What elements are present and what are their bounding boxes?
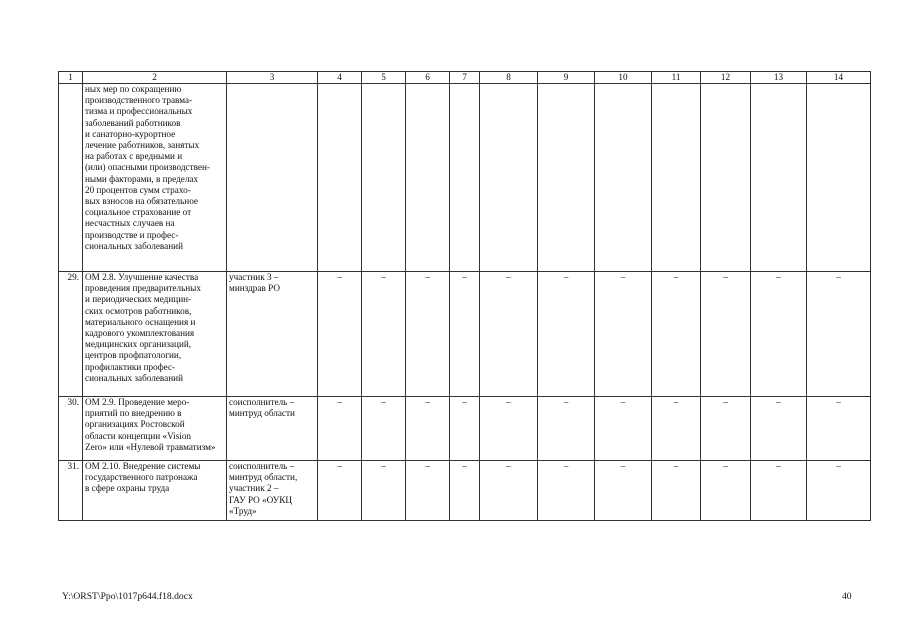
header-cell: 1: [59, 72, 83, 84]
header-cell: 12: [701, 72, 751, 84]
header-cell: 8: [480, 72, 538, 84]
value-cell: –: [362, 272, 406, 397]
value-cell: –: [450, 461, 480, 521]
measure-text-cell: [83, 84, 227, 272]
executor-cell: [227, 272, 318, 397]
value-cell: [701, 84, 751, 272]
value-cell: –: [406, 397, 450, 461]
value-cell: –: [751, 397, 807, 461]
program-measures-table: [58, 71, 871, 521]
value-cell: [318, 84, 362, 272]
value-cell: –: [538, 272, 595, 397]
header-cell: 6: [406, 72, 450, 84]
executor-cell: [227, 397, 318, 461]
header-cell: 11: [652, 72, 701, 84]
header-cell: 5: [362, 72, 406, 84]
header-cell: 13: [751, 72, 807, 84]
value-cell: –: [318, 397, 362, 461]
row-number: 30.: [59, 397, 83, 461]
value-cell: –: [807, 272, 871, 397]
executor-cell: [227, 84, 318, 272]
value-cell: –: [450, 397, 480, 461]
header-cell: 10: [595, 72, 652, 84]
value-cell: [538, 84, 595, 272]
row-number: 29.: [59, 272, 83, 397]
value-cell: –: [701, 461, 751, 521]
header-cell: 3: [227, 72, 318, 84]
value-cell: [362, 84, 406, 272]
page-number: 40: [842, 591, 852, 602]
value-cell: –: [807, 397, 871, 461]
measure-text-cell: [83, 397, 227, 461]
document-table-wrapper: [58, 71, 870, 521]
value-cell: –: [450, 272, 480, 397]
value-cell: –: [751, 272, 807, 397]
value-cell: –: [652, 272, 701, 397]
header-row: [59, 72, 871, 84]
executor-cell: [227, 461, 318, 521]
value-cell: [652, 84, 701, 272]
value-cell: –: [595, 397, 652, 461]
value-cell: –: [362, 397, 406, 461]
value-cell: [807, 84, 871, 272]
value-cell: –: [595, 461, 652, 521]
executor-text: соисполнитель – минтруд области, участник 2 – ГАУ РО «ОУКЦ «Труд»: [229, 461, 298, 516]
measure-text: ОМ 2.9. Проведение меро- приятий по внедрению в организациях Ростовской области концепции «Vision Zero» или «Нулевой травматизм»: [85, 397, 216, 452]
value-cell: –: [538, 397, 595, 461]
executor-text: соисполнитель – минтруд области: [229, 397, 295, 419]
value-cell: –: [701, 397, 751, 461]
value-cell: [450, 84, 480, 272]
table-row: [59, 272, 871, 397]
measure-text: ОМ 2.8. Улучшение качества проведения предварительных и периодических медицин- ских осмотров работников, материального оснащения и кадрового укомплектования медицинских организаций, центров профпатологии, профилактики профес- сиональных заболеваний: [85, 272, 201, 383]
measure-text-cell: [83, 272, 227, 397]
header-cell: 4: [318, 72, 362, 84]
row-number: [59, 84, 83, 272]
measure-text: ОМ 2.10. Внедрение системы государственного патронажа в сфере охраны труда: [85, 461, 201, 494]
header-cell: 9: [538, 72, 595, 84]
value-cell: –: [751, 461, 807, 521]
value-cell: –: [406, 272, 450, 397]
row-number: 31.: [59, 461, 83, 521]
value-cell: –: [318, 461, 362, 521]
measure-text-cell: [83, 461, 227, 521]
footer-file-path: Y:\ORST\Ppo\1017p644.f18.docx: [62, 591, 193, 602]
value-cell: [751, 84, 807, 272]
value-cell: [406, 84, 450, 272]
value-cell: –: [480, 272, 538, 397]
header-cell: 14: [807, 72, 871, 84]
table-row: [59, 84, 871, 272]
value-cell: –: [701, 272, 751, 397]
value-cell: –: [595, 272, 652, 397]
value-cell: –: [538, 461, 595, 521]
table-row: [59, 461, 871, 521]
header-cell: 7: [450, 72, 480, 84]
header-cell: 2: [83, 72, 227, 84]
value-cell: –: [480, 397, 538, 461]
value-cell: –: [807, 461, 871, 521]
executor-text: участник 3 – минздрав РО: [229, 272, 280, 294]
value-cell: –: [652, 397, 701, 461]
value-cell: –: [362, 461, 406, 521]
value-cell: –: [652, 461, 701, 521]
value-cell: –: [480, 461, 538, 521]
value-cell: –: [406, 461, 450, 521]
value-cell: [595, 84, 652, 272]
value-cell: [480, 84, 538, 272]
value-cell: –: [318, 272, 362, 397]
measure-text: ных мер по сокращению производственного травма- тизма и профессиональных заболеваний работников и санаторно-курортное лечение работников, занятых на работах с вредными и (или) опасными производствен- ными факторами, в пределах 20 процентов сумм страхо- вых взносов на обязательное социальное страхование от несчастных случаев на производстве и профес- сиональных заболеваний: [85, 84, 210, 251]
table-row: [59, 397, 871, 461]
